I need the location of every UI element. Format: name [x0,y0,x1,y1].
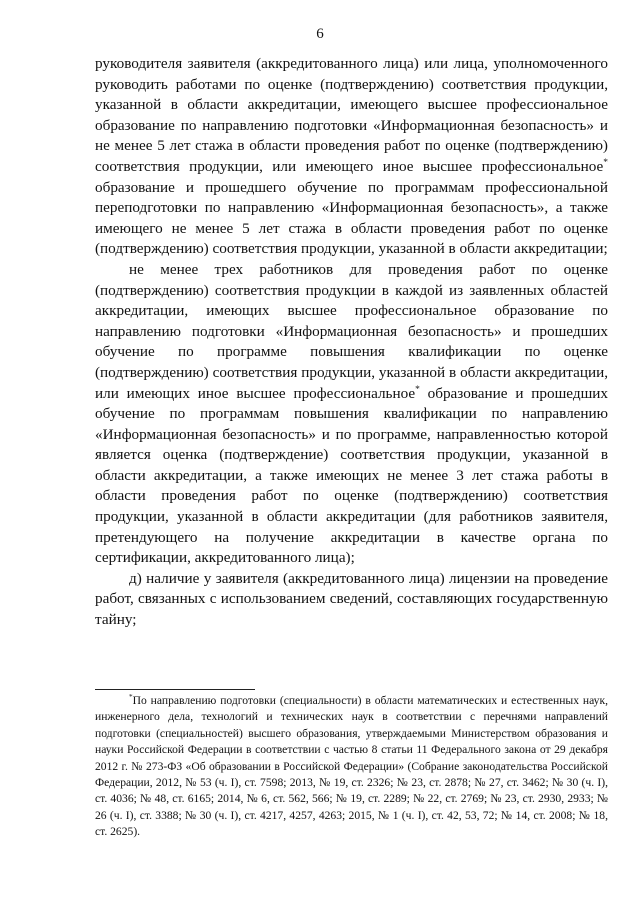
paragraph-head-requirement: руководителя заявителя (аккредитованного лица) или лица, уполномоченного руководить работами по оценке (подтверждению) соответствия продукции, указанной в области аккредитации, имеющего высшее профессиональное образование по направлению подготовки «Информационная безопасность» и не менее 5 лет стажа в области проведения работ по оценке (подтверждению) соответствия продукции, или имеющего иное высшее профессиональное* образование и прошедшего обучение по программам профессиональной переподготовки по направлению «Информационная безопасность», а также имеющего не менее 5 лет стажа в области проведения работ по оценке (подтверждению) соответствия продукции, указанной в области аккредитации; [95,55,608,258]
footnote-divider [95,689,255,690]
document-body [95,54,608,631]
paragraph-license-requirement: д) наличие у заявителя (аккредитованного лица) лицензии на проведение работ, связанных с использованием сведений, составляющих государственную тайну; [95,569,608,629]
footnote-text: По направлению подготовки (специальности) в области математических и естественных наук, инженерного дела, технологий и технических наук в соответствии с перечнями направлений подготовки (специальностей) высшего образования, утверждаемыми Министерством образования и науки Российской Федерации в соответствии с частью 8 статьи 11 Федерального закона от 29 декабря 2012 г. № 273-ФЗ «Об образовании в Российской Федерации» (Собрание законодательства Российской Федерации, 2012, № 53 (ч. I), ст. 7598; 2013, № 19, ст. 2326; № 23, ст. 2878; № 27, ст. 3462; № 30 (ч. I), ст. 4036; № 48, ст. 6165; 2014, № 6, ст. 562, 566; № 19, ст. 2289; № 22, ст. 2769; № 23, ст. 2930, 2933; № 26 (ч. I), ст. 3388; № 30 (ч. I), ст. 4217, 4257, 4263; 2015, № 1 (ч. I), ст. 42, 53, 72; № 14, ст. 2008; № 18, ст. 2625). [95,694,608,839]
footnote-reference: * [603,157,608,168]
footnote-marker: * [129,693,133,702]
footnote [95,693,608,841]
page-number: 6 [316,26,324,42]
footnote-reference: * [415,384,420,395]
paragraph-staff-requirement: не менее трех работников для проведения работ по оценке (подтверждению) соответствия продукции в каждой из заявленных областей аккредитации, имеющих высшее профессиональное образование по направлению подготовки «Информационная безопасность» и прошедших обучение по программе повышения квалификации по оценке (подтверждению) соответствия продукции, указанной в области аккредитации, или имеющих иное высшее профессиональное* образование и прошедших обучение по программам повышения квалификации по направлению «Информационная безопасность» и по программе, направленностью которой является оценка (подтверждение) соответствия продукции, указанной в области аккредитации, а также имеющих не менее 3 лет стажа работы в области проведения работ по оценке (подтверждению) соответствия продукции, указанной в области аккредитации (для работников заявителя, претендующего на получение аккредитации в качестве органа по сертификации, аккредитованного лица); [95,260,608,567]
